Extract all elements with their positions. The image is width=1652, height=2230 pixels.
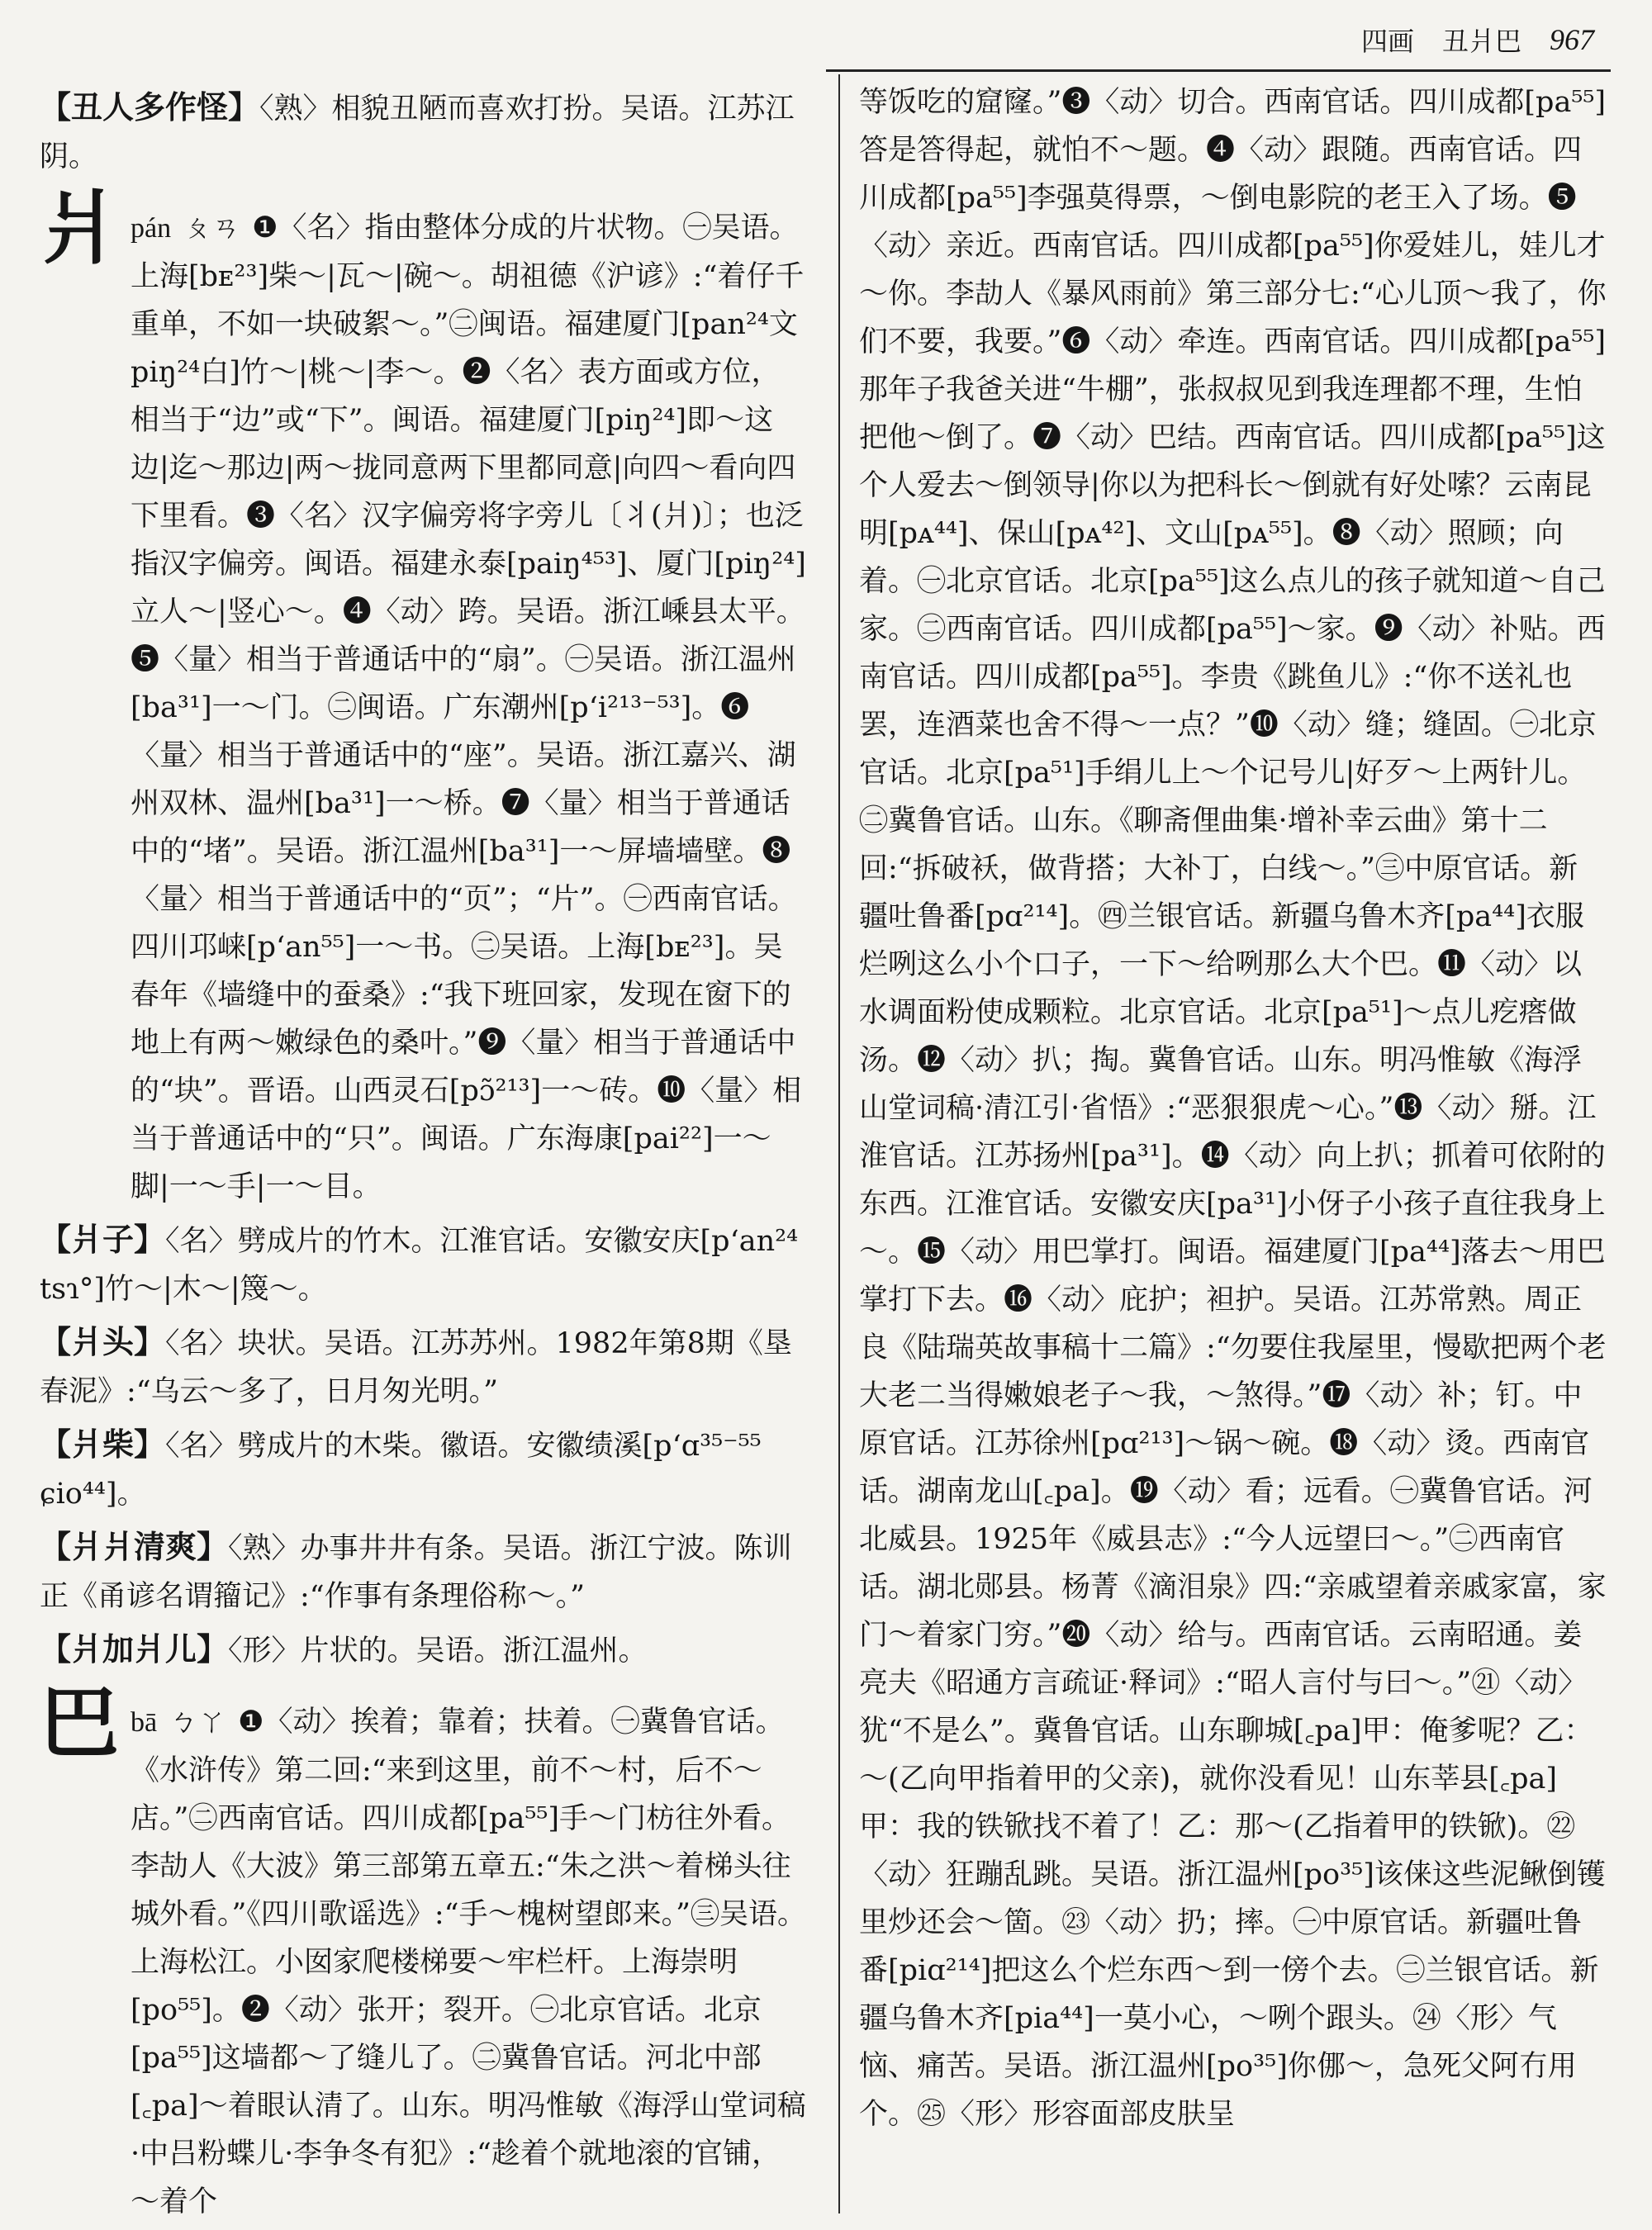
head-character: 巴 [40, 1677, 119, 1769]
page-number: 967 [1550, 23, 1594, 56]
header-rule [826, 69, 1611, 72]
entry-definition: 〈熟〉相貌丑陋而喜欢打扮。吴语。江苏江阴。 [40, 93, 795, 173]
entry-pan-zi [40, 1216, 808, 1313]
entry-definition: 〈形〉片状的。吴语。浙江温州。 [228, 1635, 648, 1668]
entry-chou-ren [40, 83, 808, 181]
entry-definition: 〈名〉块状。吴语。江苏苏州。1982年第8期《垦春泥》:“乌云～多了，日月匆光明。” [40, 1327, 792, 1408]
entry-pan-jia-pan-er [40, 1625, 808, 1675]
entry-definition: ❶〈名〉指由整体分成的片状物。㊀吴语。上海[bᴇ²³]柴～|瓦～|碗～。胡祖德《沪谚》:“着仔千重单，不如一块破絮～。”㊁闽语。福建厦门[pan²⁴文 piŋ²⁴白]竹～|桃～|李～。❷〈名〉表方面或方位，相当于“边”或“下”。闽语。福建厦门[piŋ²⁴]即～这边|迄～那边|两～拢同意两下里都同意|向四～看向四下里看。❸〈名〉汉字偏旁将字旁儿〔丬(爿)〕；也泛指汉字偏旁。闽语。福建永泰[paiŋ⁴⁵³]、厦门[piŋ²⁴]立人～|竖心～。❹〈动〉跨。吴语。浙江嵊县太平。❺〈量〉相当于普通话中的“扇”。㊀吴语。浙江温州[ba³¹]一～门。㊁闽语。广东潮州[pʻi²¹³⁻⁵³]。❻〈量〉相当于普通话中的“座”。吴语。浙江嘉兴、湖州双林、温州[ba³¹]一～桥。❼〈量〉相当于普通话中的“堵”。吴语。浙江温州[ba³¹]一～屏墙墙壁。❽〈量〉相当于普通话中的“页”；“片”。㊀西南官话。四川邛崃[pʻan⁵⁵]一～书。㊁吴语。上海[bᴇ²³]。吴春年《墙缝中的蚕桑》:“我下班回家，发现在窗下的地上有两～嫩绿色的桑叶。”❾〈量〉相当于普通话中的“块”。晋语。山西灵石[pɔ̃²¹³]一～砖。❿〈量〉相当于普通话中的“只”。闽语。广东海康[pai²²]一～脚|一～手|一～目。 [131, 211, 806, 1203]
entry-definition: 〈熟〉办事井井有条。吴语。浙江宁波。陈训正《甬谚名谓籀记》:“作事有条理俗称～。” [40, 1532, 792, 1613]
right-column [859, 78, 1607, 2138]
entry-definition: 〈名〉劈成片的木柴。徽语。安徽绩溪[pʻɑ³⁵⁻⁵⁵ ɕio⁴⁴]。 [40, 1430, 762, 1511]
bopomofo: ㄅㄚ [169, 1706, 227, 1739]
entry-pan [40, 183, 808, 1211]
entry-definition: ❶〈动〉挨着；靠着；扶着。㊀冀鲁官话。《水浒传》第二回:“来到这里，前不～村，后不～店。”㊁西南官话。四川成都[pa⁵⁵]手～门枋往外看。李劼人《大波》第三部第五章五:“朱之洪～着梯头往城外看。”《四川歌谣选》:“手～槐树望郎来。”㊂吴语。上海松江。小囡家爬楼梯要～牢栏杆。上海崇明[po⁵⁵]。❷〈动〉张开；裂开。㊀北京官话。北京[pa⁵⁵]这墙都～了缝儿了。㊁冀鲁官话。河北中部[꜀pa]～着眼认清了。山东。明冯惟敏《海浮山堂词稿·中吕粉蝶儿·李争冬有犯》:“趁着个就地滚的官铺，～着个 [131, 1706, 806, 2218]
entry-headword: 【爿柴】 [40, 1426, 166, 1463]
entry-ba [40, 1677, 808, 2226]
left-column [40, 78, 808, 2226]
entry-pan-pan-qing-shuang [40, 1523, 808, 1620]
section-label: 四画 [1360, 26, 1414, 57]
entry-headword: 【爿子】 [40, 1221, 166, 1258]
running-header [1272, 15, 1594, 64]
entry-headword: 【丑人多作怪】 [40, 88, 260, 126]
entry-headword: 【爿加爿儿】 [40, 1630, 229, 1668]
entry-pan-chai [40, 1421, 808, 1518]
header-chars: 丑爿巴 [1441, 26, 1521, 57]
bopomofo: ㄆㄢ [183, 211, 241, 244]
entry-pan-tou [40, 1318, 808, 1416]
column-divider [838, 74, 840, 2213]
pinyin: bā [131, 1707, 158, 1738]
entry-definition: 〈名〉劈成片的竹木。江淮官话。安徽安庆[pʻan²⁴ tsɿ°]竹～|木～|篾～。 [40, 1225, 799, 1306]
pinyin: pán [131, 213, 172, 244]
entry-ba-continued: 等饭吃的窟窿。”❸〈动〉切合。西南官话。四川成都[pa⁵⁵]答是答得起，就怕不～题。❹〈动〉跟随。西南官话。四川成都[pa⁵⁵]李强莫得票，～倒电影院的老王入了场。❺〈动〉亲近。西南官话。四川成都[pa⁵⁵]你爱娃儿，娃儿才～你。李劼人《暴风雨前》第三部分七:“心儿顶～我了，你们不要，我要。”❻〈动〉牵连。西南官话。四川成都[pa⁵⁵]那年子我爸关进“牛棚”，张叔叔见到我连理都不理，生怕把他～倒了。❼〈动〉巴结。西南官话。四川成都[pa⁵⁵]这个人爱去～倒领导|你以为把科长～倒就有好处嗦？云南昆明[pᴀ⁴⁴]、保山[pᴀ⁴²]、文山[pᴀ⁵⁵]。❽〈动〉照顾；向着。㊀北京官话。北京[pa⁵⁵]这么点儿的孩子就知道～自己家。㊁西南官话。四川成都[pa⁵⁵]～家。❾〈动〉补贴。西南官话。四川成都[pa⁵⁵]。李贵《跳鱼儿》:“你不送礼也罢，连酒菜也舍不得～一点？”❿〈动〉缝；缝固。㊀北京官话。北京[pa⁵¹]手绢儿上～个记号儿|好歹～上两针儿。㊁冀鲁官话。山东。《聊斋俚曲集·增补幸云曲》第十二回:“拆破袄，做背搭；大补丁，白线～。”㊂中原官话。新疆吐鲁番[pɑ²¹⁴]。㊃兰银官话。新疆乌鲁木齐[pa⁴⁴]衣服烂咧这么小个口子，一下～给咧那么大个巴。⓫〈动〉以水调面粉使成颗粒。北京官话。北京[pa⁵¹]～点儿疙瘩做汤。⓬〈动〉扒；掏。冀鲁官话。山东。明冯惟敏《海浮山堂词稿·清江引·省悟》:“恶狠狠虎～心。”⓭〈动〉掰。江淮官话。江苏扬州[pa³¹]。⓮〈动〉向上扒；抓着可依附的东西。江淮官话。安徽安庆[pa³¹]小伢子小孩子直往我身上～。⓯〈动〉用巴掌打。闽语。福建厦门[pa⁴⁴]落去～用巴掌打下去。⓰〈动〉庇护；袒护。吴语。江苏常熟。周正良《陆瑞英故事稿十二篇》:“勿要住我屋里，慢歇把两个老大老二当得嫩娘老子～我，～煞得。”⓱〈动〉补；钉。中原官话。江苏徐州[pɑ²¹³]～锅～碗。⓲〈动〉烫。西南官话。湖南龙山[꜀pa]。⓳〈动〉看；远看。㊀冀鲁官话。河北威县。1925年《威县志》:“今人远望曰～。”㊁西南官话。湖北郧县。杨菁《滴泪泉》四:“亲戚望着亲戚家富，家门～着家门穷。”⓴〈动〉给与。西南官话。云南昭通。姜亮夫《昭通方言疏证·释词》:“昭人言付与曰～。”㉑〈动〉犹“不是么”。冀鲁官话。山东聊城[꜀pa]甲：俺爹呢？乙：～(乙向甲指着甲的父亲)，就你没看见！山东莘县[꜀pa]甲：我的铁锨找不着了！乙：那～(乙指着甲的铁锨)。㉒〈动〉狂蹦乱跳。吴语。浙江温州[po³⁵]该俫这些泥鳅倒镬里炒还会～箇。㉓〈动〉扔；摔。㊀中原官话。新疆吐鲁番[piɑ²¹⁴]把这么个烂东西～到一傍个去。㊁兰银官话。新疆乌鲁木齐[pia⁴⁴]一莫小心，～咧个跟头。㉔〈形〉气恼、痛苦。吴语。浙江温州[po³⁵]你㑚～，急死父阿冇用个。㉕〈形〉形容面部皮肤呈 [859, 86, 1607, 2131]
entry-headword: 【爿头】 [40, 1323, 166, 1360]
entry-headword: 【爿爿清爽】 [40, 1528, 229, 1565]
head-character: 爿 [40, 183, 119, 275]
